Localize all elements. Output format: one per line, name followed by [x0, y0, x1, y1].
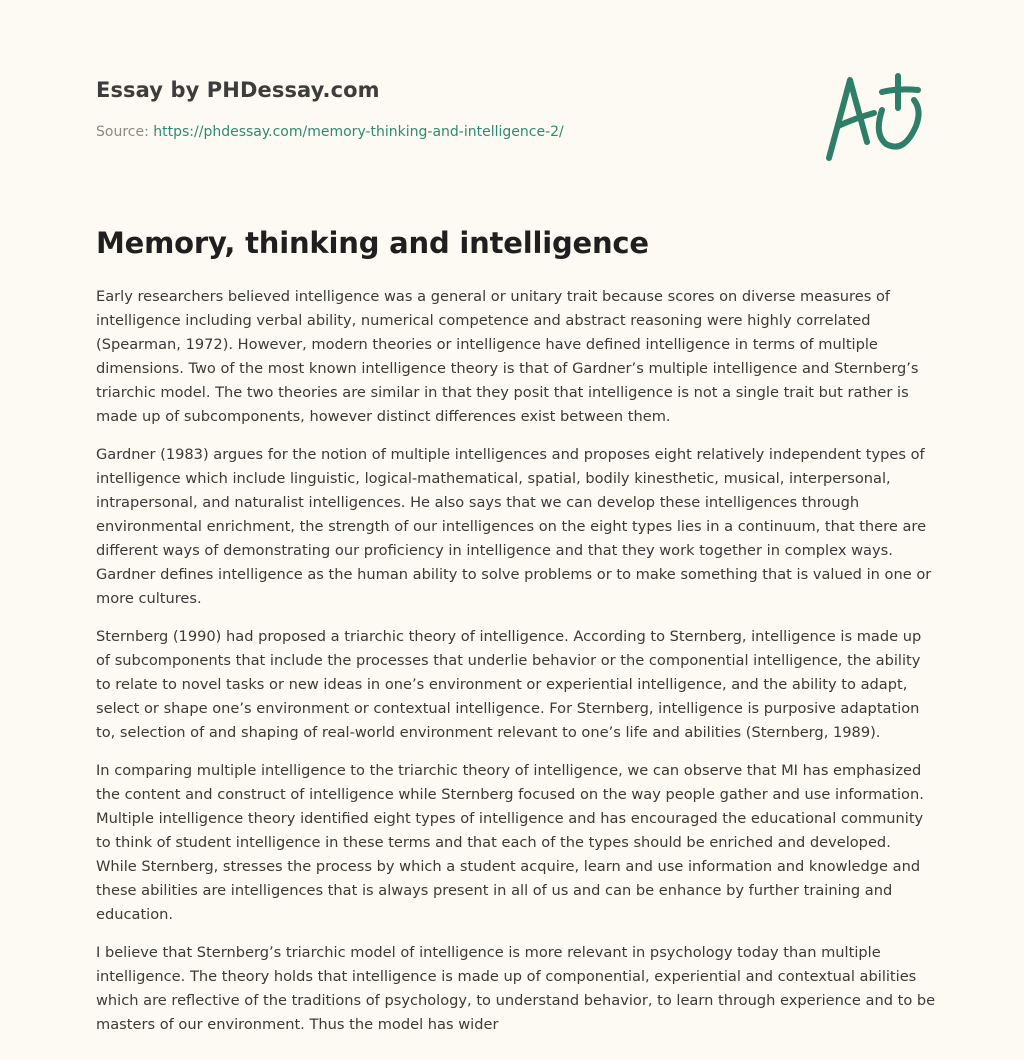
paragraph: I believe that Sternberg’s triarchic model of intelligence is more relevant in psychology today than multiple intelligence. The theory holds that intelligence is made up of componential, experiential and contextual abilities which are reflective of the traditions of psychology, to understand behavior, to learn through experience and to be masters of our environment. Thus the model has wider — [96, 944, 936, 1033]
paragraph: In comparing multiple intelligence to the triarchic theory of intelligence, we can observe that MI has emphasized the content and construct of intelligence while Sternberg focused on the way people gather and use information. Multiple intelligence theory identified eight types of intelligence and has encouraged the educational community to think of student intelligence in these terms and that each of the types should be enriched and developed. While Sternberg, stresses the process by which a student acquire, learn and use information and knowledge and these abilities are intelligences that is always present in all of us and can be enhance by further training and education. — [96, 762, 924, 923]
a-plus-grade-icon — [822, 66, 930, 166]
source-label: Source: — [96, 124, 149, 140]
source-link[interactable]: https://phdessay.com/memory-thinking-and-intelligence-2/ — [153, 124, 564, 140]
paragraph: Early researchers believed intelligence was a general or unitary trait because scores on diverse measures of intelligence including verbal ability, numerical competence and abstract reasoning were highly correlated (Spearman, 1972). However, modern theories or intelligence have defined intelligence in terms of multiple dimensions. Two of the most known intelligence theory is that of Gardner’s multiple intelligence and Sternberg’s triarchic model. The two theories are similar in that they posit that intelligence is not a single trait but rather is made up of subcomponents, however distinct differences exist between them. — [96, 288, 919, 425]
article-body — [96, 285, 936, 1051]
page-title: Memory, thinking and intelligence — [96, 226, 649, 260]
paragraph: Gardner (1983) argues for the notion of multiple intelligences and proposes eight relatively independent types of intelligence which include linguistic, logical-mathematical, spatial, bodily kinesthetic, musical, interpersonal, intrapersonal, and naturalist intelligences. He also says that we can develop these intelligences through environmental enrichment, the strength of our intelligences on the eight types lies in a continuum, that there are different ways of demonstrating our proficiency in intelligence and that they work together in complex ways. Gardner defines intelligence as the human ability to solve problems or to make something that is valued in one or more cultures. — [96, 446, 932, 607]
source-line — [96, 124, 564, 140]
site-brand: Essay by PHDessay.com — [96, 78, 380, 102]
paragraph: Sternberg (1990) had proposed a triarchic theory of intelligence. According to Sternberg, intelligence is made up of subcomponents that include the processes that underlie behavior or the componential intelligence, the ability to relate to novel tasks or new ideas in one’s environment or experiential intelligence, and the ability to adapt, select or shape one’s environment or contextual intelligence. For Sternberg, intelligence is purposive adaptation to, selection of and shaping of real-world environment relevant to one’s life and abilities (Sternberg, 1989). — [96, 628, 922, 741]
